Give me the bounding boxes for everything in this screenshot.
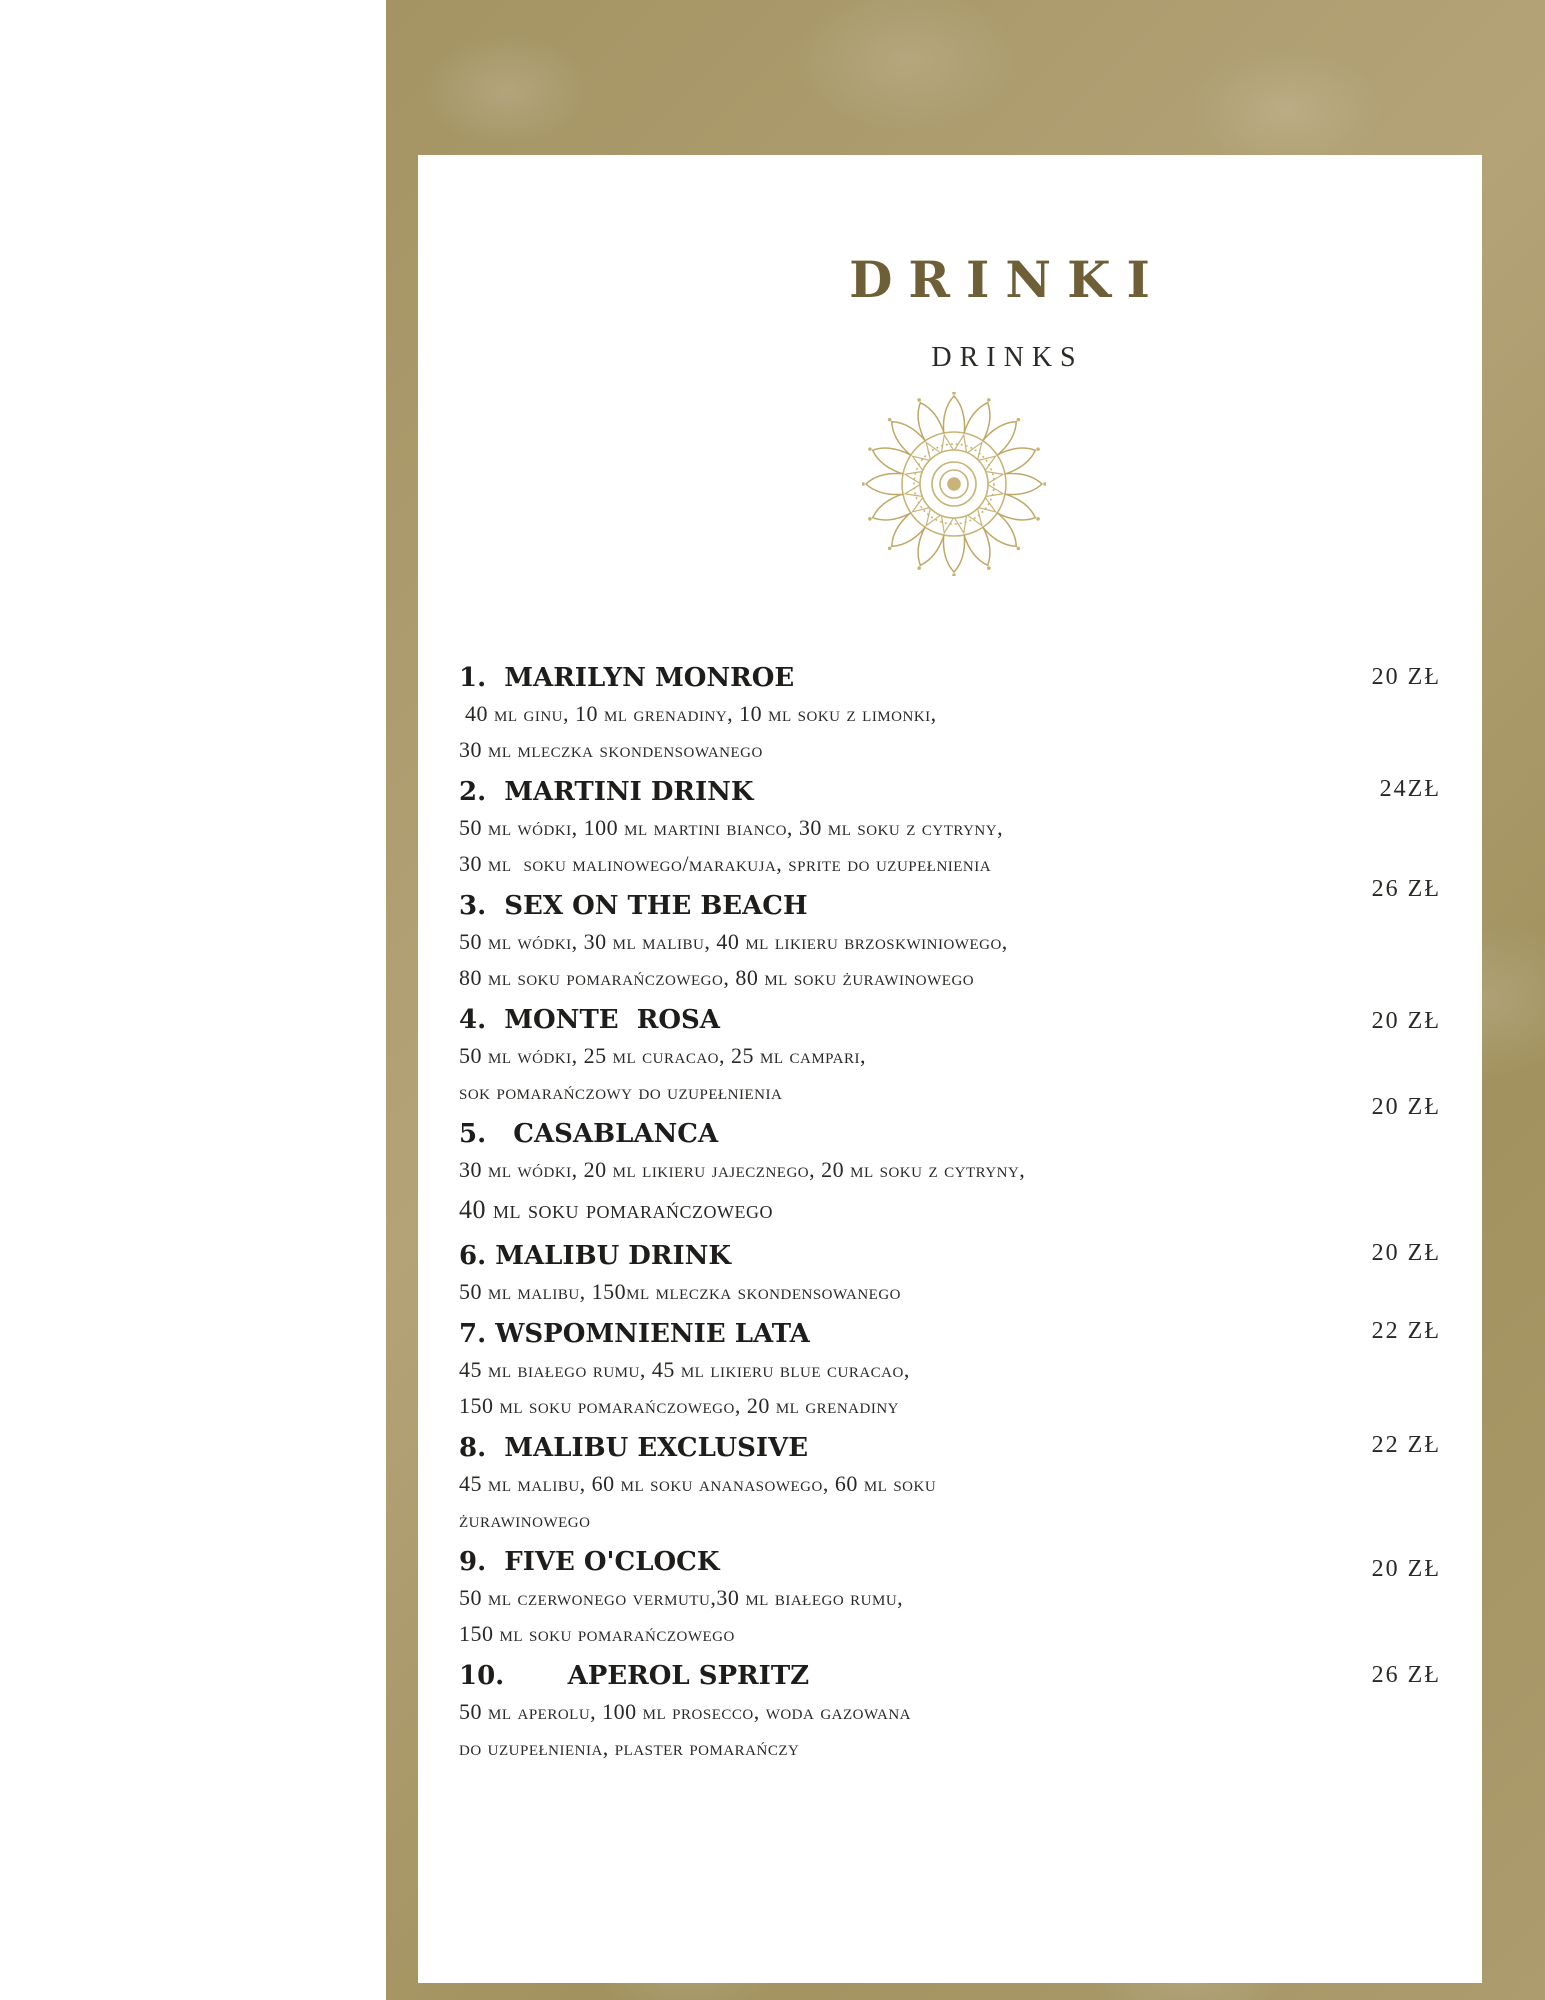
- item-description: 50 ml malibu, 150ml mleczka skondensowanego: [459, 1279, 901, 1304]
- item-description: 45 ml malibu, 60 ml soku ananasowego, 60 ml soku: [459, 1471, 937, 1496]
- item-description: 80 ml soku pomarańczowego, 80 ml soku żurawinowego: [459, 965, 975, 990]
- item-description: 50 ml aperolu, 100 ml prosecco, woda gazowana: [459, 1699, 912, 1724]
- list-item: [459, 876, 1449, 1002]
- item-price: 26 ZŁ: [1371, 876, 1441, 902]
- list-item: [459, 1430, 1449, 1544]
- mandala-icon: [862, 392, 1046, 576]
- item-price: 24ZŁ: [1379, 776, 1441, 802]
- item-name: 6. MALIBU DRINK: [459, 1241, 731, 1271]
- list-item: [459, 1094, 1449, 1238]
- item-price: 20 ZŁ: [1371, 664, 1441, 690]
- list-item: [459, 774, 1449, 888]
- list-item: [459, 1544, 1449, 1658]
- item-price: 20 ZŁ: [1371, 1094, 1441, 1120]
- item-description: 30 ml soku malinowego/marakuja, sprite do uzupełnienia: [459, 851, 992, 876]
- item-name: 9. FIVE O'CLOCK: [459, 1547, 720, 1577]
- page-title: DRINKI: [849, 250, 1166, 309]
- item-description: 150 ml soku pomarańczowego, 20 ml grenadiny: [459, 1393, 899, 1418]
- drinks-list: [459, 660, 1449, 1772]
- item-name: 5. CASABLANCA: [459, 1119, 719, 1149]
- list-item: [459, 1316, 1449, 1430]
- item-price: 22 ZŁ: [1371, 1432, 1441, 1458]
- item-description: sok pomarańczowy do uzupełnienia: [459, 1079, 783, 1104]
- list-item: [459, 1238, 1449, 1316]
- list-item: [459, 1002, 1449, 1116]
- item-description: 45 ml białego rumu, 45 ml likieru blue curacao,: [459, 1357, 910, 1382]
- item-description: 50 ml wódki, 25 ml curacao, 25 ml campari,: [459, 1043, 866, 1068]
- item-name: 7. WSPOMNIENIE LATA: [459, 1319, 810, 1349]
- list-item: [459, 660, 1449, 774]
- item-description: żurawinowego: [459, 1507, 591, 1532]
- item-name: 1. MARILYN MONROE: [459, 663, 795, 693]
- item-description: 50 ml wódki, 30 ml malibu, 40 ml likieru brzoskwiniowego,: [459, 929, 1008, 954]
- item-price: 26 ZŁ: [1371, 1662, 1441, 1688]
- page-subtitle: DRINKS: [931, 342, 1084, 373]
- item-description: 40 ml ginu, 10 ml grenadiny, 10 ml soku z limonki,: [459, 701, 937, 726]
- item-price: 22 ZŁ: [1371, 1318, 1441, 1344]
- item-description: 40 ml soku pomarańczowego: [459, 1195, 774, 1224]
- item-description: 150 ml soku pomarańczowego: [459, 1621, 735, 1646]
- item-name: 10. APEROL SPRITZ: [459, 1661, 810, 1691]
- item-description: 50 ml wódki, 100 ml martini bianco, 30 ml soku z cytryny,: [459, 815, 1004, 840]
- item-name: 4. MONTE ROSA: [459, 1005, 720, 1035]
- item-price: 20 ZŁ: [1371, 1556, 1441, 1582]
- item-name: 2. MARTINI DRINK: [459, 777, 754, 807]
- item-description: 30 ml wódki, 20 ml likieru jajecznego, 20 ml soku z cytryny,: [459, 1157, 1026, 1182]
- item-description: 50 ml czerwonego vermutu,30 ml białego rumu,: [459, 1585, 904, 1610]
- item-price: 20 ZŁ: [1371, 1008, 1441, 1034]
- item-description: 30 ml mleczka skondensowanego: [459, 737, 763, 762]
- item-name: 3. SEX ON THE BEACH: [459, 891, 808, 921]
- item-price: 20 ZŁ: [1371, 1240, 1441, 1266]
- item-description: do uzupełnienia, plaster pomarańczy: [459, 1735, 800, 1760]
- list-item: [459, 1658, 1449, 1772]
- item-name: 8. MALIBU EXCLUSIVE: [459, 1433, 809, 1463]
